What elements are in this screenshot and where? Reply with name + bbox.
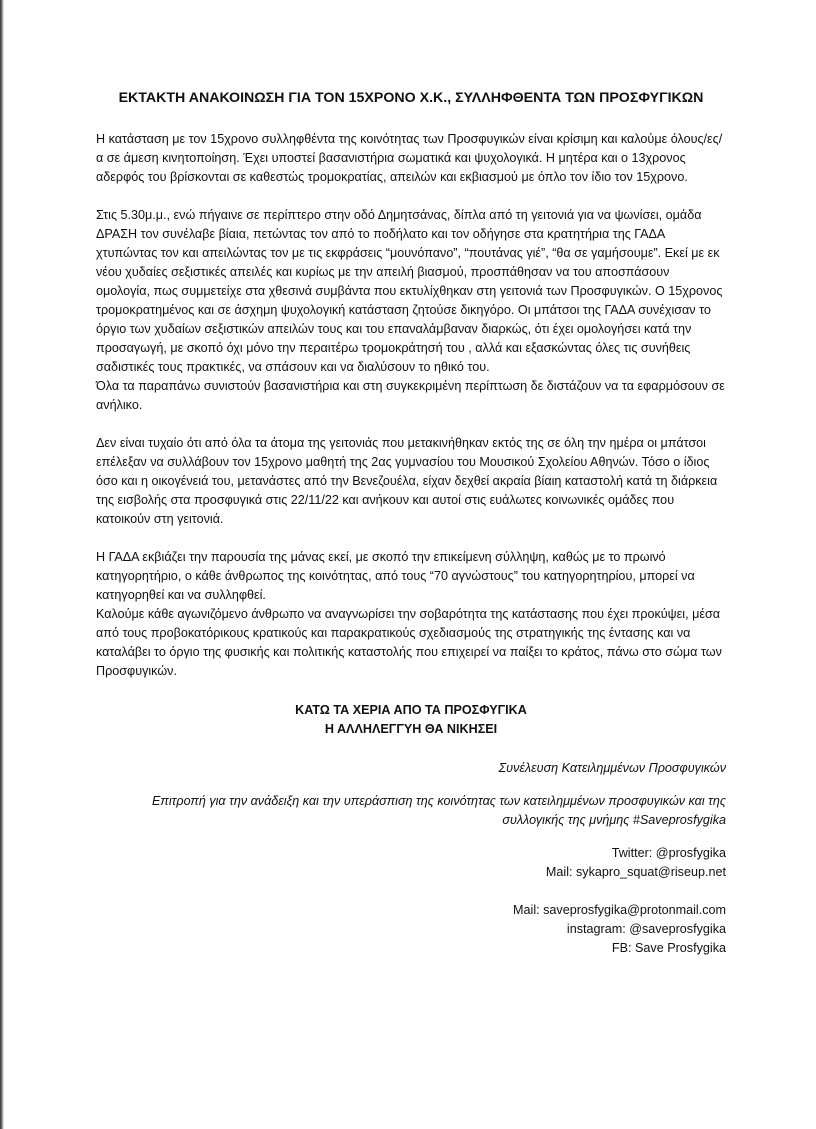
document-title: ΕΚΤΑΚΤΗ ΑΝΑΚΟΙΝΩΣΗ ΓΙΑ ΤΟΝ 15ΧΡΟΝΟ Χ.Κ., ΣΥΛΛΗΦΘΕΝΤΑ ΤΩΝ ΠΡΟΣΦΥΓΙΚΩΝ — [118, 90, 704, 106]
signature-text: Συνέλευση Κατειλημμένων Προσφυγικών — [498, 761, 726, 775]
paragraph-arrest — [96, 206, 726, 415]
contact-mail: Mail: sykapro_squat@riseup.net — [545, 865, 726, 879]
contact-facebook: FB: Save Prosfygika — [611, 941, 726, 955]
contact-block — [96, 844, 726, 958]
paragraph-text: Δεν είναι τυχαίο ότι από όλα τα άτομα της γειτονιάς που μετακινήθηκαν εκτός της σε όλη την ημέρα οι μπάτσοι επέλεξαν να συλλάβουν τον 15χρονο μαθητή της 2ας γυμνασίου του Μουσικού Σχολείου Αθηνών. Τόσο ο ίδιος όσο και η οικογένειά του, μετανάστες από την Βενεζουέλα, είχαν δεχθεί ακραία βίαιη καταστολή κατά τη διάρκεια της εισβολής στα προσφυγικά στις 22/11/22 και ανήκουν και αυτοί στις ευάλωτες κοινωνικές ομάδες που κατοικούν στη γειτονιά. — [96, 436, 718, 526]
paragraph-situation — [96, 130, 726, 187]
paragraph-call — [96, 548, 726, 681]
signature-committee — [96, 792, 726, 830]
paragraph-text: Καλούμε κάθε αγωνιζόμενο άνθρωπο να αναγνωρίσει την σοβαρότητα της κατάστασης που έχει προκύψει, μέσα από τους προβοκατόρικους κρατικούς και παρακρατικούς σχεδιασμούς της στρατηγικής της έντασης και να καταλάβει το όργιο της φυσικής και πολιτικής καταστολής που επιχειρεί να παίξει το κράτος, πάνω στο σώμα των Προσφυγικών. — [96, 607, 722, 678]
paragraph-text: Η κατάσταση με τον 15χρονο συλληφθέντα της κοινότητας των Προσφυγικών είναι κρίσιμη και καλούμε όλους/ες/α σε άμεση κινητοποίηση. Έχει υποστεί βασανιστήρια σωματικά και ψυχολογικά. Η μητέρα και ο 13χρονος αδερφός του βρίσκονται σε καθεστώς τρομοκρατίας, απειλών και εκβιασμού με όπλο τον ίδιο τον 15χρονο. — [96, 132, 723, 184]
document-page — [96, 88, 726, 977]
contact-instagram: instagram: @saveprosfygika — [566, 922, 726, 936]
contact-twitter: Twitter: @prosfygika — [611, 846, 726, 860]
paragraph-context — [96, 434, 726, 529]
contact-group — [96, 844, 726, 882]
signature-text: Επιτροπή για την ανάδειξη και την υπεράσπιση της κοινότητας των κατειλημμένων προσφυγικών και της συλλογικής της μνήμης #Saveprosfygika — [152, 794, 726, 827]
contact-mail: Mail: saveprosfygika@protonmail.com — [513, 903, 726, 917]
slogan-line: ΚΑΤΩ ΤΑ ΧΕΡΙΑ ΑΠΟ ΤΑ ΠΡΟΣΦΥΓΙΚΑ — [295, 703, 527, 717]
paragraph-text: Η ΓΑΔΑ εκβιάζει την παρουσία της μάνας εκεί, με σκοπό την επικείμενη σύλληψη, καθώς με το πρωινό κατηγορητήριο, ο κάθε άνθρωπος της κοινότητας, από τους “70 αγνώστους” του κατηγορητηρίου, μπορεί να κατηγορηθεί και να συλληφθεί. — [96, 550, 695, 602]
slogans — [96, 701, 726, 739]
paragraph-text: Όλα τα παραπάνω συνιστούν βασανιστήρια και στη συγκεκριμένη περίπτωση δε διστάζουν να τα εφαρμόσουν σε ανήλικο. — [96, 379, 725, 412]
signature-assembly — [96, 759, 726, 778]
slogan-line: Η ΑΛΛΗΛΕΓΓΥΗ ΘΑ ΝΙΚΗΣΕΙ — [324, 722, 498, 736]
paragraph-text: Στις 5.30μ.μ., ενώ πήγαινε σε περίπτερο στην οδό Δημητσάνας, δίπλα από τη γειτονιά για να ψωνίσει, ομάδα ΔΡΑΣΗ τον συνέλαβε βίαια, πετώντας τον από το ποδήλατο και τον οδήγησε στα κρατητήρια της ΓΑΔΑ χτυπώντας τον και απειλώντας τον με τις εκφράσεις “μουνόπανο”, “πουτάνας γιέ”, “θα σε γαμήσουμε”. Εκεί με εκ νέου χυδαίες σεξιστικές απειλές και κυρίως με την απειλή βιασμού, προσπάθησαν να του αποσπάσουν ομολογία, πως συμμετείχε στα χθεσινά συμβάντα που εκτυλίχθηκαν στη γειτονιά των Προσφυγικών. Ο 15χρονος τρομοκρατημένος και σε άσχημη ψυχολογική κατάσταση ζητούσε δικηγόρο. Οι μπάτσοι της ΓΑΔΑ συνέχισαν το όργιο των χυδαίων σεξιστικών απειλών τους και του επαναλάμβαναν διαρκώς, ότι έχει ομολογήσει κατά την προσαγωγή, με σκοπό όχι μόνο την περαιτέρω τρομοκράτησή του , αλλά και εξασκώντας όλες τις συνήθεις σαδιστικές τους πρακτικές, να σπάσουν και να διαλύσουν το ηθικό του. — [96, 208, 723, 374]
contact-group — [96, 901, 726, 958]
scan-edge — [0, 0, 4, 1129]
